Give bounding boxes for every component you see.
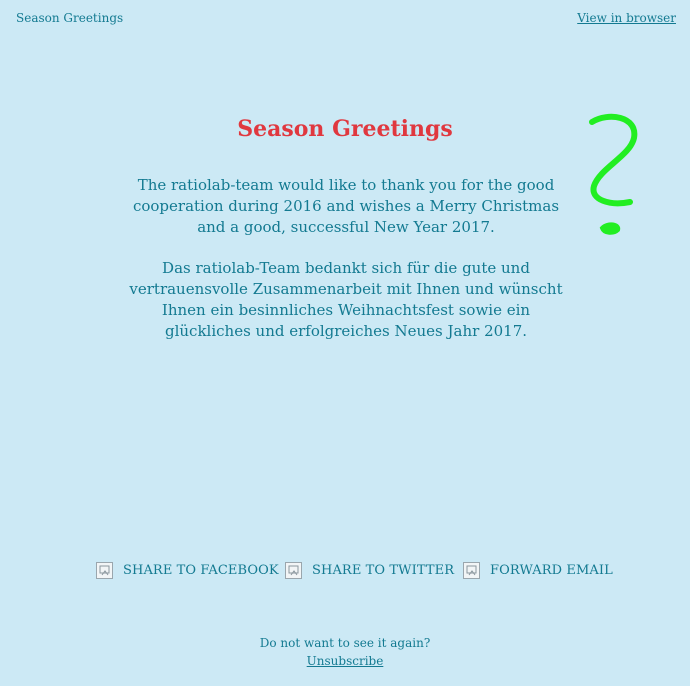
greeting-text-english: The ratiolab-team would like to thank you for the good cooperation during 2016 and wishes a Merry Christmas and a good, successful New Year 2017. bbox=[132, 176, 560, 236]
share-to-facebook-label: SHARE TO FACEBOOK bbox=[123, 563, 279, 578]
greeting-text-german: Das ratiolab-Team bedankt sich für die gute und vertrauensvolle Zusammenarbeit mit Ihnen und wünscht Ihnen ein besinnliches Weihnachtsfest sowie ein glückliches und erfolgreiches Neues Jahr 2017. bbox=[129, 259, 563, 340]
top-bar bbox=[16, 11, 676, 27]
broken-image-icon bbox=[463, 562, 480, 579]
share-to-facebook-link[interactable] bbox=[96, 562, 279, 579]
share-to-twitter-link[interactable] bbox=[285, 562, 454, 579]
footer bbox=[0, 634, 690, 670]
unsubscribe-prompt: Do not want to see it again? bbox=[259, 636, 431, 650]
forward-email-link[interactable] bbox=[463, 562, 613, 579]
question-mark-drawing bbox=[580, 108, 650, 238]
broken-image-icon bbox=[285, 562, 302, 579]
share-bar bbox=[0, 562, 690, 584]
unsubscribe-link[interactable]: Unsubscribe bbox=[306, 654, 384, 668]
page-title: Season Greetings bbox=[237, 116, 453, 142]
view-in-browser-link[interactable]: View in browser bbox=[577, 11, 676, 25]
preheader-title: Season Greetings bbox=[16, 11, 124, 25]
broken-image-icon bbox=[96, 562, 113, 579]
share-to-twitter-label: SHARE TO TWITTER bbox=[312, 563, 455, 578]
forward-email-label: FORWARD EMAIL bbox=[490, 563, 613, 578]
